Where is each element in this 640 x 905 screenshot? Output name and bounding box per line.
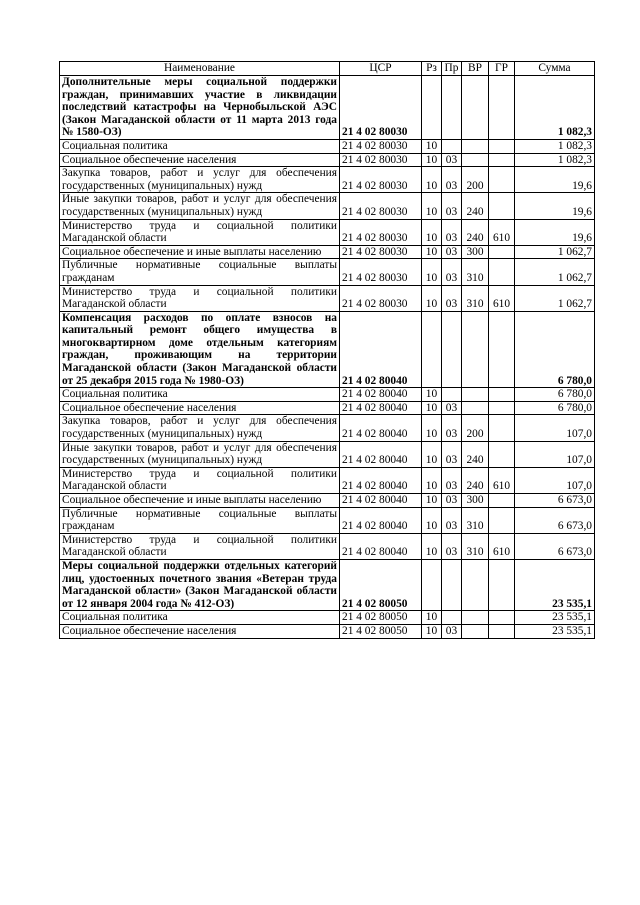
cell-sum: 23 535,1 [515,559,595,610]
cell-pr: 03 [442,153,462,167]
table-row [60,401,595,415]
table-row [60,311,595,388]
cell-csr: 21 4 02 80030 [340,153,422,167]
table-row [60,533,595,559]
cell-name: Публичные нормативные социальные выплаты гражданам [60,507,340,533]
cell-name: Социальное обеспечение населения [60,624,340,638]
cell-sum: 19,6 [515,219,595,245]
cell-csr: 21 4 02 80040 [340,533,422,559]
cell-rz: 10 [422,139,442,153]
cell-vr [462,401,489,415]
cell-vr: 300 [462,494,489,508]
cell-rz [422,76,442,140]
cell-name: Иные закупки товаров, работ и услуг для обеспечения государственных (муниципальных) нужд [60,441,340,467]
table-row [60,285,595,311]
cell-gr: 610 [489,285,515,311]
budget-table [59,61,595,639]
cell-rz: 10 [422,193,442,219]
cell-sum: 19,6 [515,167,595,193]
cell-gr [489,611,515,625]
cell-gr [489,167,515,193]
cell-gr [489,494,515,508]
cell-sum: 1 082,3 [515,139,595,153]
cell-sum: 1 062,7 [515,285,595,311]
table-row [60,507,595,533]
cell-csr: 21 4 02 80040 [340,467,422,493]
cell-vr: 200 [462,415,489,441]
cell-csr: 21 4 02 80040 [340,415,422,441]
cell-sum: 6 673,0 [515,494,595,508]
cell-name: Меры социальной поддержки отдельных категорий лиц, удостоенных почетного звания «Ветеран труда Магаданской области» (Закон Магаданской области от 12 января 2004 года № 412-ОЗ) [60,559,340,610]
cell-rz: 10 [422,153,442,167]
cell-vr [462,311,489,388]
cell-pr: 03 [442,533,462,559]
cell-vr: 240 [462,467,489,493]
cell-csr: 21 4 02 80030 [340,285,422,311]
cell-pr: 03 [442,219,462,245]
cell-sum: 107,0 [515,467,595,493]
cell-rz: 10 [422,611,442,625]
table-row [60,624,595,638]
cell-pr: 03 [442,415,462,441]
cell-pr: 03 [442,624,462,638]
cell-sum: 19,6 [515,193,595,219]
header-sum: Сумма [515,62,595,76]
table-row [60,193,595,219]
cell-name: Министерство труда и социальной политики Магаданской области [60,219,340,245]
cell-pr [442,76,462,140]
cell-name: Социальное обеспечение населения [60,401,340,415]
cell-csr: 21 4 02 80030 [340,259,422,285]
cell-pr: 03 [442,507,462,533]
table-row [60,467,595,493]
cell-rz: 10 [422,219,442,245]
cell-gr [489,76,515,140]
cell-sum: 6 780,0 [515,388,595,402]
cell-gr [489,311,515,388]
cell-csr: 21 4 02 80030 [340,193,422,219]
cell-vr: 310 [462,259,489,285]
cell-csr: 21 4 02 80040 [340,507,422,533]
cell-rz: 10 [422,494,442,508]
header-name: Наименование [60,62,340,76]
table-row [60,153,595,167]
cell-rz: 10 [422,441,442,467]
cell-vr [462,559,489,610]
cell-vr [462,624,489,638]
table-row [60,139,595,153]
cell-rz: 10 [422,533,442,559]
cell-gr [489,193,515,219]
cell-name: Министерство труда и социальной политики Магаданской области [60,467,340,493]
cell-vr: 200 [462,167,489,193]
cell-rz: 10 [422,388,442,402]
cell-pr: 03 [442,167,462,193]
cell-csr: 21 4 02 80040 [340,401,422,415]
cell-csr: 21 4 02 80040 [340,494,422,508]
cell-sum: 6 673,0 [515,533,595,559]
cell-csr: 21 4 02 80050 [340,611,422,625]
cell-sum: 23 535,1 [515,611,595,625]
cell-vr [462,139,489,153]
cell-pr [442,559,462,610]
cell-name: Закупка товаров, работ и услуг для обеспечения государственных (муниципальных) нужд [60,167,340,193]
cell-gr [489,153,515,167]
cell-vr [462,76,489,140]
cell-vr [462,388,489,402]
cell-gr: 610 [489,219,515,245]
cell-name: Социальная политика [60,388,340,402]
cell-vr [462,611,489,625]
cell-csr: 21 4 02 80030 [340,167,422,193]
cell-sum: 107,0 [515,441,595,467]
cell-gr [489,624,515,638]
cell-gr [489,507,515,533]
cell-name: Министерство труда и социальной политики Магаданской области [60,285,340,311]
cell-sum: 1 082,3 [515,76,595,140]
cell-pr: 03 [442,285,462,311]
cell-csr: 21 4 02 80040 [340,388,422,402]
header-csr: ЦСР [340,62,422,76]
cell-vr: 310 [462,533,489,559]
table-header-row [60,62,595,76]
cell-csr: 21 4 02 80040 [340,311,422,388]
cell-gr [489,139,515,153]
cell-gr [489,415,515,441]
cell-rz: 10 [422,467,442,493]
cell-pr [442,139,462,153]
table-row [60,415,595,441]
cell-rz: 10 [422,401,442,415]
cell-gr [489,559,515,610]
cell-csr: 21 4 02 80030 [340,76,422,140]
cell-gr: 610 [489,467,515,493]
cell-vr: 310 [462,507,489,533]
cell-rz: 10 [422,167,442,193]
header-pr: Пр [442,62,462,76]
cell-vr: 240 [462,193,489,219]
cell-rz: 10 [422,259,442,285]
table-row [60,559,595,610]
cell-pr: 03 [442,259,462,285]
cell-vr: 240 [462,441,489,467]
cell-pr: 03 [442,193,462,219]
cell-csr: 21 4 02 80050 [340,624,422,638]
cell-vr [462,153,489,167]
cell-sum: 6 780,0 [515,311,595,388]
cell-vr: 310 [462,285,489,311]
cell-pr [442,611,462,625]
cell-name: Социальная политика [60,611,340,625]
cell-name: Компенсация расходов по оплате взносов на капитальный ремонт общего имущества в многоквартирном доме отдельным категориям граждан, проживающим на территории Магаданской области (Закон Магаданской области от 25 декабря 2015 года № 1980-ОЗ) [60,311,340,388]
cell-rz: 10 [422,415,442,441]
header-vr: ВР [462,62,489,76]
cell-csr: 21 4 02 80050 [340,559,422,610]
cell-pr [442,388,462,402]
cell-name: Социальное обеспечение населения [60,153,340,167]
cell-name: Социальное обеспечение и иные выплаты населению [60,245,340,259]
cell-rz: 10 [422,245,442,259]
cell-pr: 03 [442,245,462,259]
cell-sum: 1 062,7 [515,259,595,285]
cell-gr [489,401,515,415]
cell-csr: 21 4 02 80030 [340,245,422,259]
cell-csr: 21 4 02 80030 [340,219,422,245]
cell-rz: 10 [422,507,442,533]
cell-pr: 03 [442,401,462,415]
cell-pr [442,311,462,388]
cell-sum: 23 535,1 [515,624,595,638]
table-row [60,167,595,193]
table-row [60,76,595,140]
cell-gr [489,388,515,402]
cell-csr: 21 4 02 80040 [340,441,422,467]
cell-sum: 1 062,7 [515,245,595,259]
cell-csr: 21 4 02 80030 [340,139,422,153]
cell-sum: 6 673,0 [515,507,595,533]
table-row [60,494,595,508]
table-row [60,611,595,625]
cell-name: Иные закупки товаров, работ и услуг для обеспечения государственных (муниципальных) нужд [60,193,340,219]
cell-name: Публичные нормативные социальные выплаты гражданам [60,259,340,285]
cell-rz: 10 [422,285,442,311]
table-row [60,441,595,467]
cell-vr: 240 [462,219,489,245]
cell-name: Социальное обеспечение и иные выплаты населению [60,494,340,508]
cell-gr: 610 [489,533,515,559]
cell-rz: 10 [422,624,442,638]
cell-pr: 03 [442,467,462,493]
cell-sum: 107,0 [515,415,595,441]
cell-name: Закупка товаров, работ и услуг для обеспечения государственных (муниципальных) нужд [60,415,340,441]
table-row [60,259,595,285]
cell-sum: 6 780,0 [515,401,595,415]
header-rz: Рз [422,62,442,76]
cell-rz [422,559,442,610]
cell-name: Дополнительные меры социальной поддержки граждан, принимавших участие в ликвидации последствий катастрофы на Чернобыльской АЭС (Закон Магаданской области от 11 марта 2013 года № 1580-ОЗ) [60,76,340,140]
table-row [60,245,595,259]
cell-vr: 300 [462,245,489,259]
cell-rz [422,311,442,388]
cell-gr [489,441,515,467]
cell-pr: 03 [442,494,462,508]
table-row [60,219,595,245]
table-row [60,388,595,402]
cell-gr [489,245,515,259]
cell-name: Министерство труда и социальной политики Магаданской области [60,533,340,559]
cell-name: Социальная политика [60,139,340,153]
cell-sum: 1 082,3 [515,153,595,167]
cell-pr: 03 [442,441,462,467]
cell-gr [489,259,515,285]
header-gr: ГР [489,62,515,76]
